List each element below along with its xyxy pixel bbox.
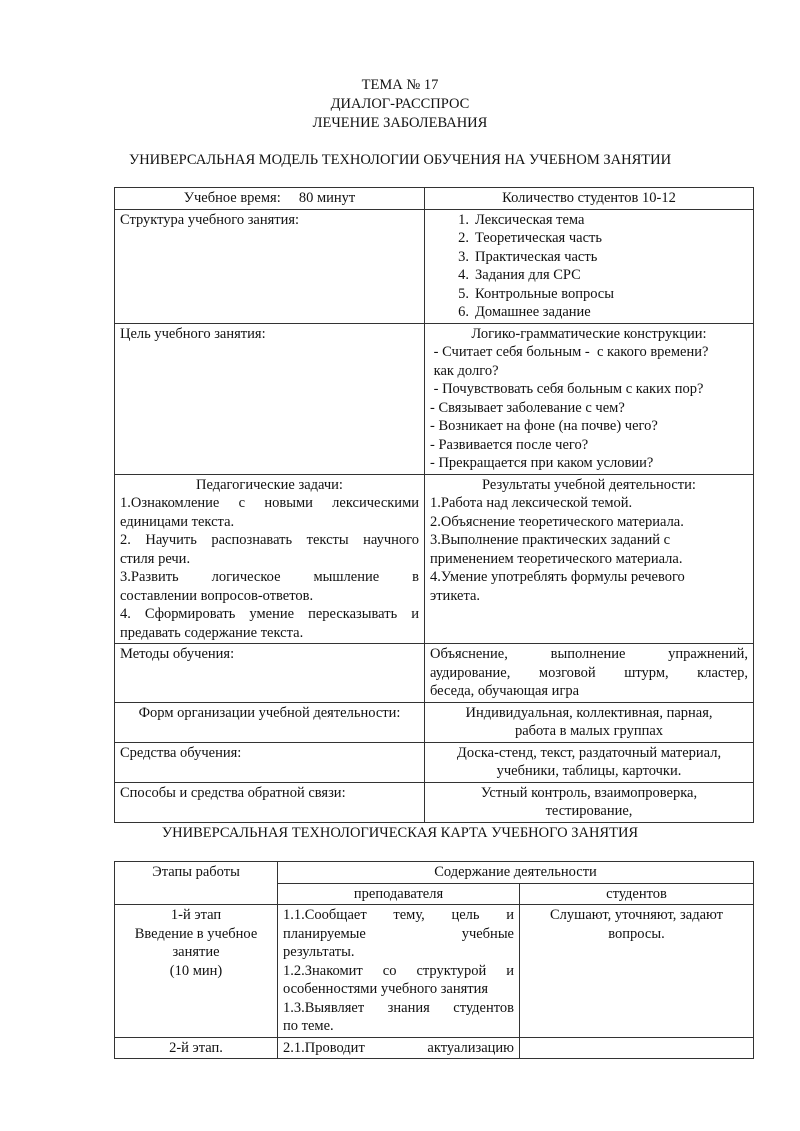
topic-header (0, 76, 800, 133)
time-value: 80 минут (298, 190, 356, 206)
stage1-teacher-cell (278, 905, 520, 1038)
goal-line: - Считает себя больным - с какого времени? (430, 344, 709, 360)
stage1-line: (10 мин) (169, 962, 223, 979)
list-item: 1. Лексическая тема (458, 211, 585, 228)
results-heading: Результаты учебной деятельности: (482, 476, 696, 493)
goal-cell (425, 323, 754, 474)
teacher-line: 1.2.Знакомит со структурой и (283, 962, 514, 979)
teacher-line: планируемые учебные (283, 925, 514, 942)
students-line: Слушают, уточняют, задают (550, 907, 723, 923)
goal-label: Цель учебного занятия: (115, 323, 425, 474)
goal-line: - Почувствовать себя больным с каких пор? (430, 381, 704, 397)
results-cell (425, 474, 754, 644)
teacher-line: особенностями учебного занятия (283, 981, 489, 997)
forms-cell (425, 702, 754, 742)
feedback-line: Устный контроль, взаимопроверка, (480, 784, 698, 801)
students-count: Количество студентов 10-12 (425, 188, 754, 210)
students-line: вопросы. (608, 925, 665, 942)
section-title-model: УНИВЕРСАЛЬНАЯ МОДЕЛЬ ТЕХНОЛОГИИ ОБУЧЕНИЯ НА УЧЕБНОМ ЗАНЯТИИ (128, 152, 672, 168)
goal-line: - Прекращается при каком условии? (430, 455, 654, 471)
means-cell (425, 742, 754, 782)
feedback-line: тестирование, (545, 803, 633, 819)
forms-line: Индивидуальная, коллективная, парная, (465, 704, 713, 721)
table-row (115, 644, 754, 703)
goal-heading: Логико-грамматические конструкции: (471, 325, 707, 342)
result-line: 1.Работа над лексической темой. (430, 495, 633, 511)
list-item: 5. Контрольные вопросы (458, 285, 614, 302)
goal-line: - Развивается после чего? (430, 436, 589, 453)
stage1-line: 1-й этап (170, 907, 222, 923)
stage2-students-cell (520, 1037, 754, 1059)
list-item: 6. Домашнее задание (458, 304, 591, 320)
tasks-heading: Педагогические задачи: (196, 476, 343, 493)
task-line: единицами текста. (120, 513, 235, 530)
structure-list-cell (425, 209, 754, 323)
means-label: Средства обучения: (115, 742, 425, 782)
teacher-line: 2.1.Проводит актуализацию (283, 1039, 514, 1056)
forms-label: Форм организации учебной деятельности: (115, 702, 425, 742)
model-table (114, 187, 754, 823)
result-line: 2.Объяснение теоретического материала. (430, 513, 684, 530)
list-item: 3. Практическая часть (458, 248, 598, 265)
students-header: студентов (520, 883, 754, 905)
time-label: Учебное время: (183, 190, 281, 206)
topic-number: ТЕМА № 17 (361, 77, 439, 93)
task-line: стиля речи. (120, 550, 191, 567)
list-item: 4. Задания для СРС (458, 267, 581, 283)
table-row (115, 862, 754, 884)
result-line: этикета. (430, 587, 481, 604)
methods-line: Объяснение, выполнение упражнений, (430, 646, 748, 662)
stage1-line: Введение в учебное (134, 925, 258, 942)
means-line: учебники, таблицы, карточки. (496, 763, 682, 779)
stage1-line: занятие (172, 944, 220, 960)
task-line: составлении вопросов-ответов. (120, 587, 314, 604)
feedback-cell (425, 782, 754, 822)
table-row (115, 188, 754, 210)
topic-subject: ЛЕЧЕНИЕ ЗАБОЛЕВАНИЯ (312, 115, 488, 131)
stage2-teacher-cell (278, 1037, 520, 1059)
section-title-map: УНИВЕРСАЛЬНАЯ ТЕХНОЛОГИЧЕСКАЯ КАРТА УЧЕБНОГО ЗАНЯТИЯ (161, 825, 639, 841)
stage2-label: 2-й этап. (115, 1037, 278, 1059)
task-line: предавать содержание текста. (120, 624, 304, 641)
list-item: 2. Теоретическая часть (458, 230, 602, 246)
methods-line: беседа, обучающая игра (430, 683, 580, 699)
table-row (115, 1037, 754, 1059)
content-header: Содержание деятельности (278, 862, 754, 884)
methods-line: аудирование, мозговой штурм, кластер, (430, 664, 748, 681)
task-line: 4. Сформировать умение пересказывать и (120, 606, 419, 622)
table-row (115, 905, 754, 1038)
teacher-line: по теме. (283, 1018, 334, 1034)
forms-line: работа в малых группах (514, 723, 664, 739)
methods-cell (425, 644, 754, 703)
task-line: 3.Развить логическое мышление в (120, 569, 419, 585)
means-line: Доска-стенд, текст, раздаточный материал, (456, 744, 722, 761)
feedback-label: Способы и средства обратной связи: (115, 782, 425, 822)
teacher-line: 1.3.Выявляет знания студентов (283, 999, 514, 1016)
teacher-line: результаты. (283, 944, 355, 960)
goal-line: - Возникает на фоне (на почве) чего? (430, 418, 658, 434)
table-row (115, 474, 754, 644)
result-line: применением теоретического материала. (430, 550, 683, 567)
task-line: 1.Ознакомление с новыми лексическими (120, 495, 419, 511)
table-row (115, 209, 754, 323)
technology-map-table (114, 861, 754, 1059)
methods-label: Методы обучения: (115, 644, 425, 703)
stage1-cell (115, 905, 278, 1038)
structure-list (447, 211, 748, 322)
goal-line: - Связывает заболевание с чем? (430, 399, 625, 416)
time-cell (115, 188, 425, 210)
goal-line: как долго? (430, 362, 499, 379)
table-row (115, 323, 754, 474)
stages-header: Этапы работы (115, 862, 278, 905)
tasks-cell (115, 474, 425, 644)
table-row (115, 742, 754, 782)
stage1-students-cell (520, 905, 754, 1038)
teacher-line: 1.1.Сообщает тему, цель и (283, 907, 514, 923)
result-line: 4.Умение употреблять формулы речевого (430, 569, 685, 585)
topic-dialog-type: ДИАЛОГ-РАССПРОС (330, 96, 470, 112)
table-row (115, 702, 754, 742)
table-row (115, 782, 754, 822)
teacher-header: преподавателя (278, 883, 520, 905)
structure-label: Структура учебного занятия: (115, 209, 425, 323)
result-line: 3.Выполнение практических заданий с (430, 532, 671, 548)
task-line: 2. Научить распознавать тексты научного (120, 532, 419, 548)
